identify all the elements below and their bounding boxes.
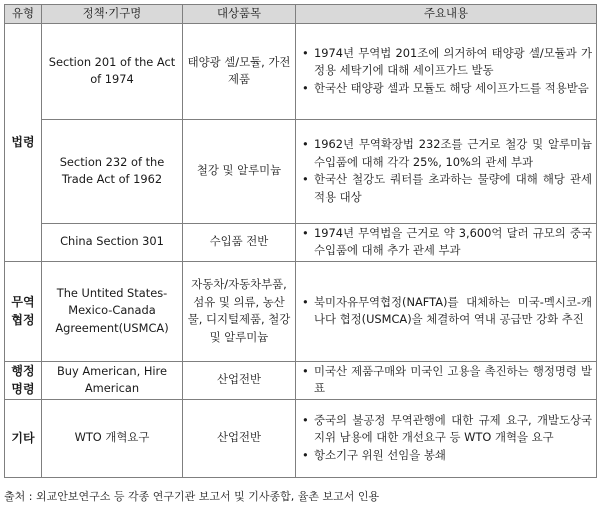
policy-name-cell: Buy American, Hire American: [42, 361, 183, 399]
policy-name-cell: China Section 301: [42, 223, 183, 261]
header-row: [5, 5, 597, 24]
content-bullet: • 북미자유무역협정(NAFTA)를 대체하는 미국-멕시코-캐나다 협정(USMCA)을 체결하여 역내 공급만 강화 추진: [314, 294, 592, 329]
content-cell: [296, 399, 597, 477]
table-row: [5, 399, 597, 477]
table-row: [5, 23, 597, 119]
content-bullet: • 1974년 무역법 201조에 의거하여 태양광 셀/모듈과 가정용 세탁기에 대해 세이프가드 발동: [314, 45, 592, 80]
content-bullet: • 중국의 불공정 무역관행에 대한 규제 요구, 개발도상국 지위 남용에 대한 개선요구 등 WTO 개혁을 요구: [314, 412, 592, 447]
target-item-cell: 수입품 전반: [183, 223, 296, 261]
content-bullet: • 1962년 무역확장법 232조를 근거로 철강 및 알루미늄 수입품에 대해 각각 25%, 10%의 관세 부과: [314, 136, 592, 171]
table-body: [5, 23, 597, 477]
target-item-cell: 철강 및 알루미늄: [183, 119, 296, 223]
policy-name-cell: Section 201 of the Act of 1974: [42, 23, 183, 119]
content-bullet: • 미국산 제품구매와 미국인 고용을 촉진하는 행정명령 발표: [314, 363, 592, 398]
target-item-cell: 태양광 셀/모듈, 가전제품: [183, 23, 296, 119]
header-target-items: 대상품목: [183, 5, 296, 24]
header-policy-name: 정책·기구명: [42, 5, 183, 24]
type-cell-other: 기타: [5, 399, 42, 477]
content-bullet: • 1974년 무역법을 근거로 약 3,600억 달러 규모의 중국 수입품에 대해 추가 관세 부과: [314, 225, 592, 260]
content-cell: [296, 223, 597, 261]
header-type: 유형: [5, 5, 42, 24]
table-row: [5, 361, 597, 399]
type-cell-executive-order: 행정 명령: [5, 361, 42, 399]
content-bullet: • 항소기구 위원 선임을 봉쇄: [314, 447, 592, 465]
policy-name-cell: Section 232 of the Trade Act of 1962: [42, 119, 183, 223]
content-list: [300, 45, 592, 98]
table-header: [5, 5, 597, 24]
table-row: [5, 261, 597, 361]
policy-name-cell: WTO 개혁요구: [42, 399, 183, 477]
content-cell: [296, 361, 597, 399]
content-cell: [296, 261, 597, 361]
content-cell: [296, 119, 597, 223]
content-list: [300, 363, 592, 398]
content-bullet: • 한국산 철강도 쿼터를 초과하는 물량에 대해 해당 관세 적용 대상: [314, 171, 592, 206]
content-list: [300, 294, 592, 329]
content-list: [300, 225, 592, 260]
content-bullet: • 한국산 태양광 셀과 모듈도 해당 세이프가드를 적용받음: [314, 80, 592, 98]
source-note: 출처 : 외교안보연구소 등 각종 연구기관 보고서 및 기사종합, 율촌 보고서 인용: [4, 490, 380, 503]
type-cell-law: 법령: [5, 23, 42, 261]
target-item-cell: 산업전반: [183, 361, 296, 399]
target-item-cell: 자동차/자동차부품, 섬유 및 의류, 농산물, 디지털제품, 철강 및 알루미늄: [183, 261, 296, 361]
content-list: [300, 412, 592, 465]
policy-table: [4, 4, 597, 478]
header-main-content: 주요내용: [296, 5, 597, 24]
table-row: [5, 119, 597, 223]
target-item-cell: 산업전반: [183, 399, 296, 477]
policy-name-cell: The Untited States-Mexico-Canada Agreement(USMCA): [42, 261, 183, 361]
table-row: [5, 223, 597, 261]
content-cell: [296, 23, 597, 119]
content-list: [300, 136, 592, 206]
type-cell-trade-agreement: 무역 협정: [5, 261, 42, 361]
